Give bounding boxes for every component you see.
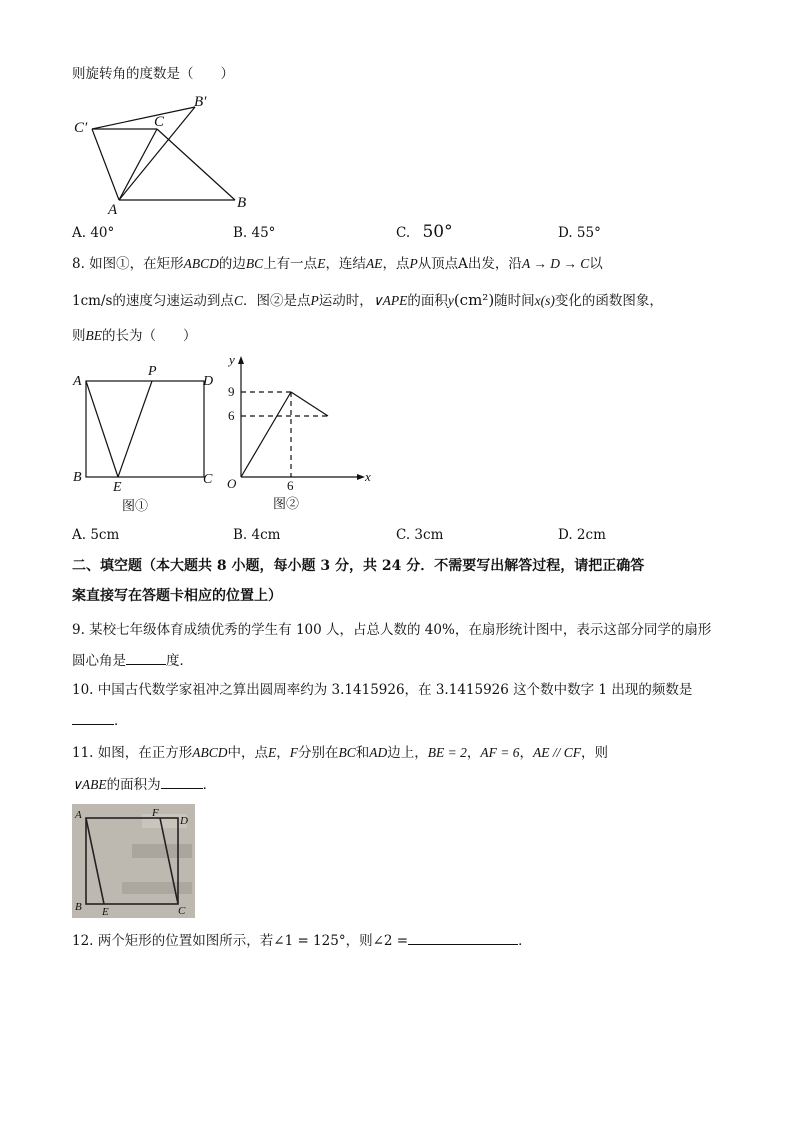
q11-answer-blank[interactable] [161, 774, 203, 789]
q7-option-c-value: 50° [422, 222, 453, 242]
fig2-label-x: x [365, 469, 371, 484]
q7-rotation-figure [72, 92, 272, 217]
section-2-heading-line-1: 二、填空题（本大题共 8 小题，每小题 3 分，共 24 分．不需要写出解答过程，请把正确答 [72, 558, 645, 574]
fig2-tick-9: 9 [228, 384, 235, 399]
photo-label-e: E [102, 906, 109, 918]
q7-option-d: D. 55° [558, 225, 601, 241]
fig1-label-p: P [148, 364, 157, 379]
fig2-label-y: y [229, 352, 235, 367]
photo-label-b: B [75, 901, 82, 913]
q12-line-1: 12. 两个矩形的位置如图所示，若∠1 = 125°，则∠2 = ． [72, 930, 532, 951]
q8-option-a: A. 5cm [72, 527, 120, 543]
fig1-label-b: B [73, 470, 82, 485]
fig2-tick-6: 6 [228, 408, 235, 423]
q7-option-c-letter: C. [396, 225, 411, 241]
q8-figure-2-graph [224, 350, 384, 520]
fig1-label-c: C [203, 472, 213, 487]
q7-option-b: B. 45° [233, 225, 276, 241]
q11-line-2: ∨ABE的面积为 ． [72, 774, 216, 795]
q7-stem-tail: 则旋转角的度数是（ ） [72, 66, 234, 82]
label-b: B [237, 195, 247, 211]
q8-option-d: D. 2cm [558, 527, 606, 543]
q12-answer-blank[interactable] [408, 930, 518, 945]
fig1-caption: 图① [122, 498, 149, 513]
label-c: C [154, 114, 165, 130]
label-b-prime: B′ [194, 94, 207, 110]
fig2-label-o: O [227, 476, 237, 491]
q8-line-2: 1cm/s的速度匀速运动到点C．图②是点P运动时，∨APE的面积y(cm²)随时间x(s)变化的函数图象， [72, 291, 663, 309]
q8-option-b: B. 4cm [233, 527, 281, 543]
section-2-heading-line-2: 案直接写在答题卡相应的位置上） [72, 588, 282, 604]
fig2-tick-6-x: 6 [287, 478, 294, 493]
q9-line-1: 9. 某校七年级体育成绩优秀的学生有 100 人，占总人数的 40%，在扇形统计图中，表示这部分同学的扇形 [72, 622, 712, 638]
q11-line-1: 11. 如图，在正方形ABCD中，点E，F分别在BC和AD边上，BE = 2，AF = 6，AE // CF，则 [72, 745, 608, 761]
label-c-prime: C′ [74, 120, 88, 136]
q10-line-2: ． [72, 710, 128, 731]
fig2-caption: 图② [273, 496, 300, 511]
fig1-label-e: E [113, 480, 122, 495]
photo-label-d: D [180, 815, 188, 827]
q8-line-3: 则BE的长为（ ） [72, 328, 197, 344]
q8-figure-1-rectangle [72, 364, 222, 520]
q10-line-1: 10. 中国古代数学家祖冲之算出圆周率约为 3.1415926，在 3.1415926 这个数中数字 1 出现的频数是 [72, 682, 693, 698]
photo-label-c: C [178, 905, 186, 917]
q9-answer-blank[interactable] [126, 650, 166, 665]
q7-option-c [396, 222, 453, 243]
q11-photo-figure [72, 804, 195, 918]
photo-label-a: A [75, 809, 82, 821]
q8-option-c: C. 3cm [396, 527, 444, 543]
photo-label-f: F [152, 807, 159, 819]
q7-option-a: A. 40° [72, 225, 115, 241]
q9-line-2: 圆心角是 度． [72, 650, 193, 671]
q10-answer-blank[interactable] [72, 710, 114, 725]
fig1-label-d: D [203, 374, 214, 389]
q8-line-1: 8. 如图①，在矩形ABCD的边BC上有一点E，连结AE，点P从顶点A出发，沿A → D → C以 [72, 256, 603, 272]
label-a: A [108, 202, 118, 218]
fig1-label-a: A [73, 374, 82, 389]
